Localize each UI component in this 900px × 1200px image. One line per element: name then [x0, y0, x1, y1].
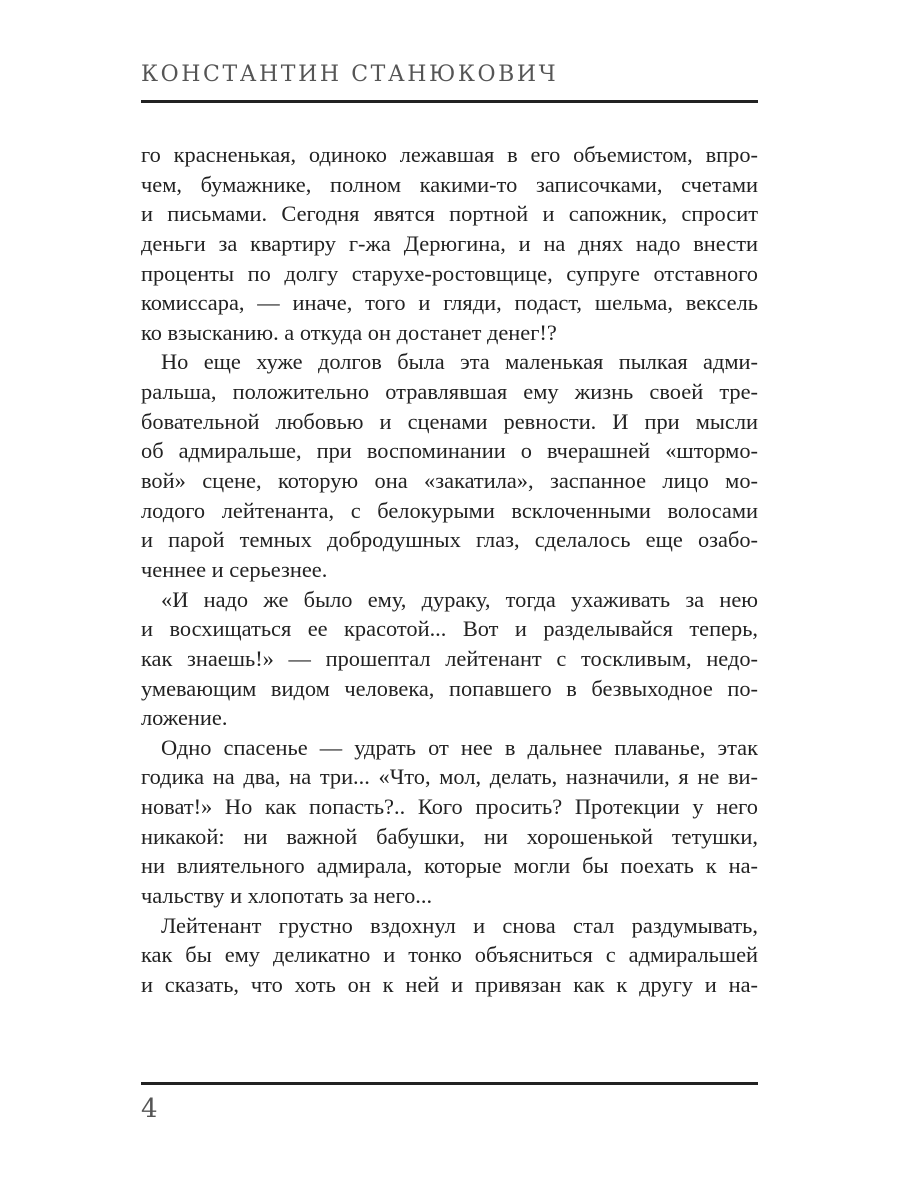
text-line: комиссара, — иначе, того и гляди, подаст, шельма, вексель: [141, 290, 758, 316]
text-line: и парой темных добродушных глаз, сделалось еще озабо-: [141, 527, 758, 553]
text-line: ченнее и серьезнее.: [141, 556, 328, 582]
text-line: как знаешь!» — прошептал лейтенант с тоскливым, недо-: [141, 645, 758, 671]
text-line: никакой: ни важной бабушки, ни хорошенькой тетушки,: [141, 823, 758, 849]
text-line: умевающим видом человека, попавшего в безвыходное по-: [141, 675, 758, 701]
text-line: и восхищаться ее красотой... Вот и разделывайся теперь,: [141, 616, 758, 642]
text-line: Одно спасенье — удрать от нее в дальнее плаванье, этак: [161, 734, 758, 760]
paragraph: [141, 911, 758, 1000]
text-line: ко взысканию. а откуда он достанет денег!?: [141, 319, 557, 345]
header-rule: [141, 100, 758, 103]
text-line: Лейтенант грустно вздохнул и снова стал раздумывать,: [161, 912, 758, 938]
text-line: ральша, положительно отравлявшая ему жизнь своей тре-: [141, 379, 758, 405]
text-line: «И надо же было ему, дураку, тогда ухаживать за нею: [161, 586, 758, 612]
text-line: как бы ему деликатно и тонко объясниться с адмиральшей: [141, 942, 758, 968]
text-line: ни влиятельного адмирала, которые могли бы поехать к на-: [141, 853, 758, 879]
paragraph: [141, 140, 758, 347]
text-line: ложение.: [141, 705, 228, 731]
text-line: чальству и хлопотать за него...: [141, 883, 433, 909]
text-line: проценты по долгу старухе-ростовщице, супруге отставного: [141, 260, 758, 286]
page-number: 4: [141, 1094, 158, 1124]
text-line: бовательной любовью и сценами ревности. И при мысли: [141, 408, 758, 434]
text-line: годика на два, на три... «Что, мол, делать, назначили, я не ви-: [141, 764, 758, 790]
paragraph: [141, 585, 758, 733]
paragraph: [141, 733, 758, 911]
text-line: новат!» Но как попасть?.. Кого просить? Протекции у него: [141, 794, 758, 820]
text-line: деньги за квартиру г-жа Дерюгина, и на днях надо внести: [141, 230, 758, 256]
text-line: об адмиральше, при воспоминании о вчерашней «штормо-: [141, 438, 758, 464]
text-line: и письмами. Сегодня явятся портной и сапожник, спросит: [141, 201, 758, 227]
text-line: чем, бумажнике, полном какими-то записочками, счетами: [141, 171, 758, 197]
footer-rule: [141, 1082, 758, 1085]
header-author-name: КОНСТАНТИН СТАНЮКОВИЧ: [141, 62, 559, 87]
text-line: лодого лейтенанта, с белокурыми всклоченными волосами: [141, 497, 758, 523]
paragraph: [141, 347, 758, 584]
text-line: го красненькая, одиноко лежавшая в его объемистом, впро-: [141, 142, 758, 167]
text-line: Но еще хуже долгов была эта маленькая пылкая адми-: [161, 349, 758, 375]
text-line: вой» сцене, которую она «закатила», заспанное лицо мо-: [141, 468, 758, 494]
text-line: и сказать, что хоть он к ней и привязан как к другу и на-: [141, 971, 758, 997]
body-text: [141, 140, 758, 1000]
